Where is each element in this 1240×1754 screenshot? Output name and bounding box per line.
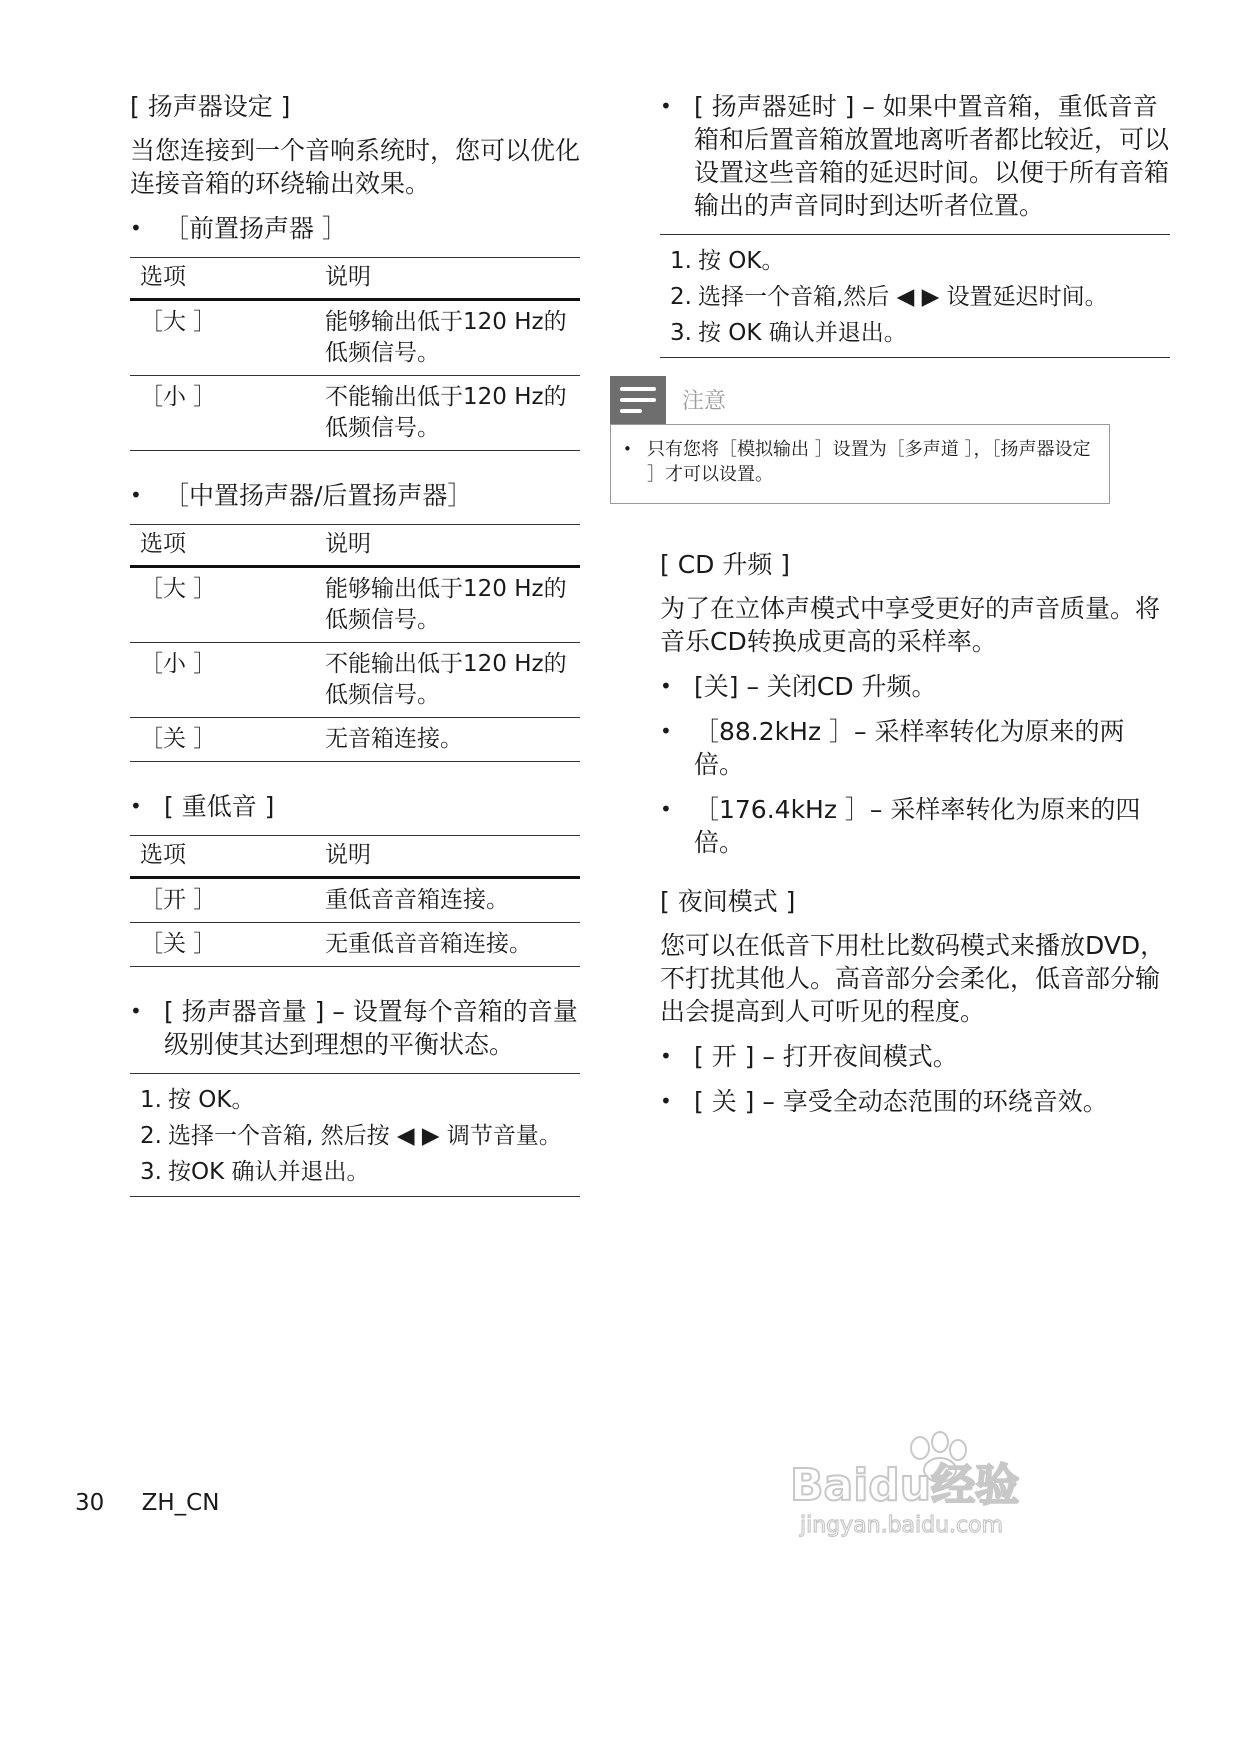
column-header-option: 选项 (130, 525, 315, 567)
step-number: 2. (670, 284, 692, 310)
speaker-volume-steps (130, 1073, 580, 1197)
description-cell: 能够输出低于120 Hz的低频信号。 (315, 567, 580, 643)
column-header-option: 选项 (130, 258, 315, 300)
locale-label: ZH_CN (141, 1490, 220, 1516)
subwoofer-table (130, 835, 580, 967)
list-item: • [ 关 ] – 享受全动态范围的环绕音效。 (660, 1085, 1170, 1118)
table-row (130, 376, 580, 451)
cd-upsampling-heading: [ CD 升频 ] (660, 550, 791, 579)
front-speaker-table (130, 257, 580, 451)
table-header-row (130, 836, 580, 878)
list-item: • ［176.4kHz ］– 采样率转化为原来的四倍。 (660, 793, 1170, 859)
table-row (130, 300, 580, 376)
night-mode-heading: [ 夜间模式 ] (660, 887, 796, 916)
description-cell: 无音箱连接。 (315, 718, 580, 762)
list-item: • [关] – 关闭CD 升频。 (660, 670, 1170, 703)
step-text: 选择一个音箱, 然后按 ◀ ▶ 调节音量。 (168, 1123, 562, 1149)
step-text: 按 OK 确认并退出。 (698, 320, 907, 346)
option-cell: ［小 ］ (130, 643, 315, 718)
step-text: 按 OK。 (698, 248, 785, 274)
list-item: • ［88.2kHz ］– 采样率转化为原来的两倍。 (660, 715, 1170, 781)
option-cell: ［大 ］ (130, 300, 315, 376)
step-item (130, 1120, 580, 1152)
step-item (130, 1084, 580, 1116)
watermark-logo-text: Baidu经验 (790, 1460, 1020, 1511)
description-cell: 不能输出低于120 Hz的低频信号。 (315, 376, 580, 451)
left-column (130, 90, 580, 1197)
speaker-volume-item: • [ 扬声器音量 ] – 设置每个音箱的音量级别使其达到理想的平衡状态。 (130, 995, 580, 1061)
table-row (130, 567, 580, 643)
table-row (130, 643, 580, 718)
step-number: 1. (670, 248, 692, 274)
column-header-description: 说明 (315, 258, 580, 300)
baidu-jingyan-watermark (790, 1430, 1060, 1540)
note-text: • 只有您将［模拟输出 ］设置为［多声道 ］，［扬声器设定 ］才可以设置。 (610, 424, 1110, 504)
note-title: 注意 (682, 389, 727, 414)
step-number: 1. (140, 1087, 162, 1113)
front-speaker-label: • ［前置扬声器 ］ (130, 212, 580, 245)
column-header-option: 选项 (130, 836, 315, 878)
note-lines-icon (610, 376, 666, 424)
description-cell: 无重低音音箱连接。 (315, 923, 580, 967)
option-cell: ［开 ］ (130, 878, 315, 923)
option-cell: ［小 ］ (130, 376, 315, 451)
speaker-settings-heading: [ 扬声器设定 ] (130, 92, 291, 121)
step-item (660, 245, 1170, 277)
description-cell: 能够输出低于120 Hz的低频信号。 (315, 300, 580, 376)
option-cell: ［关 ］ (130, 718, 315, 762)
list-item: • [ 开 ] – 打开夜间模式。 (660, 1040, 1170, 1073)
page-number: 30 (75, 1490, 105, 1516)
speaker-settings-intro: 当您连接到一个音响系统时，您可以优化连接音箱的环绕输出效果。 (130, 136, 581, 198)
speaker-delay-steps (660, 234, 1170, 358)
step-item (660, 281, 1170, 313)
step-number: 3. (670, 320, 692, 346)
step-number: 3. (140, 1159, 162, 1185)
option-cell: ［关 ］ (130, 923, 315, 967)
note-header (610, 376, 1110, 424)
step-number: 2. (140, 1123, 162, 1149)
step-text: 按OK 确认并退出。 (168, 1159, 370, 1185)
table-row (130, 923, 580, 967)
step-item (660, 317, 1170, 349)
description-cell: 重低音音箱连接。 (315, 878, 580, 923)
step-item (130, 1156, 580, 1188)
option-cell: ［大 ］ (130, 567, 315, 643)
center-rear-speaker-label: • ［中置扬声器/后置扬声器］ (130, 479, 580, 512)
table-row (130, 718, 580, 762)
subwoofer-label: • [ 重低音 ] (130, 790, 580, 823)
table-header-row (130, 525, 580, 567)
step-text: 按 OK。 (168, 1087, 255, 1113)
note-box (610, 376, 1110, 504)
night-mode-intro: 您可以在低音下用杜比数码模式来播放DVD，不打扰其他人。高音部分会柔化，低音部分输出会提高到人可听见的程度。 (660, 931, 1166, 1026)
table-row (130, 878, 580, 923)
description-cell: 不能输出低于120 Hz的低频信号。 (315, 643, 580, 718)
watermark-url: jingyan.baidu.com (800, 1513, 1004, 1538)
cd-upsampling-intro: 为了在立体声模式中享受更好的声音质量。将音乐CD转换成更高的采样率。 (660, 594, 1161, 656)
speaker-delay-item: • [ 扬声器延时 ] – 如果中置音箱，重低音音箱和后置音箱放置地离听者都比较近，可以设置这些音箱的延迟时间。以便于所有音箱输出的声音同时到达听者位置。 (660, 90, 1170, 222)
column-header-description: 说明 (315, 525, 580, 567)
right-column (647, 90, 1170, 1130)
step-text: 选择一个音箱,然后 ◀ ▶ 设置延迟时间。 (698, 284, 1108, 310)
page-footer (75, 1490, 219, 1516)
table-header-row (130, 258, 580, 300)
column-header-description: 说明 (315, 836, 580, 878)
center-rear-speaker-table (130, 524, 580, 762)
